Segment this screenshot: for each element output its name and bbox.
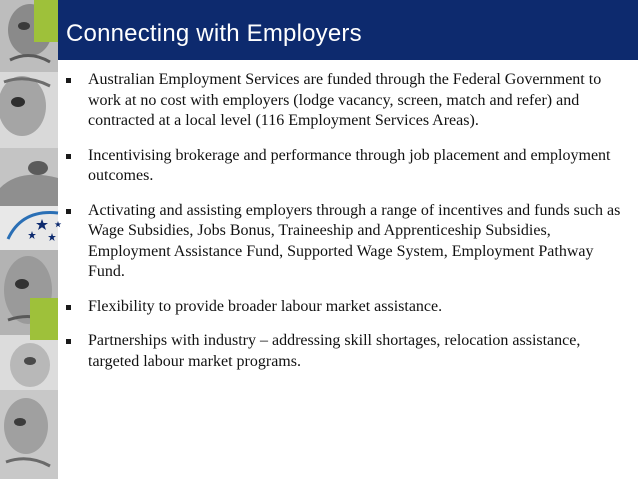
bullet-square-icon [66, 305, 71, 310]
bullet-square-icon [66, 209, 71, 214]
bullet-item-funding [66, 70, 626, 132]
bullet-text: Activating and assisting employers through a range of incentives and funds such as Wage Subsidies, Jobs Bonus, Traineeship and Apprenticeship Subsidies, Employment Assistance Fund, Supported Wage System, Employment Pathway Fund. [88, 201, 621, 280]
bullet-text: Flexibility to provide broader labour market assistance. [88, 297, 443, 315]
bullet-text: Partnerships with industry – addressing skill shortages, relocation assistance, targeted labour market programs. [88, 332, 581, 370]
bullet-item-flexibility [66, 297, 626, 318]
slide-title: Connecting with Employers [66, 20, 362, 47]
bullet-list [66, 70, 626, 386]
portrait-photo-3 [0, 148, 58, 206]
bullet-square-icon [66, 339, 71, 344]
bullet-square-icon [66, 78, 71, 83]
bullet-item-partnerships [66, 331, 626, 372]
bullet-item-activating [66, 201, 626, 283]
portrait-photo-5 [0, 335, 58, 390]
green-accent-middle [30, 298, 58, 340]
bullet-item-incentivising [66, 146, 626, 187]
green-accent-top [34, 0, 58, 42]
stars-swoosh-logo [2, 205, 66, 249]
bullet-text: Australian Employment Services are funded through the Federal Government to work at no cost with employers (lodge vacancy, screen, match and refer) and contracted at a local level (116 Employment Services Areas). [88, 71, 602, 129]
bullet-square-icon [66, 154, 71, 159]
bullet-text: Incentivising brokerage and performance through job placement and employment outcomes. [88, 146, 611, 184]
portrait-photo-6 [0, 390, 58, 479]
portrait-photo-2 [0, 72, 58, 148]
title-bar [58, 0, 638, 60]
